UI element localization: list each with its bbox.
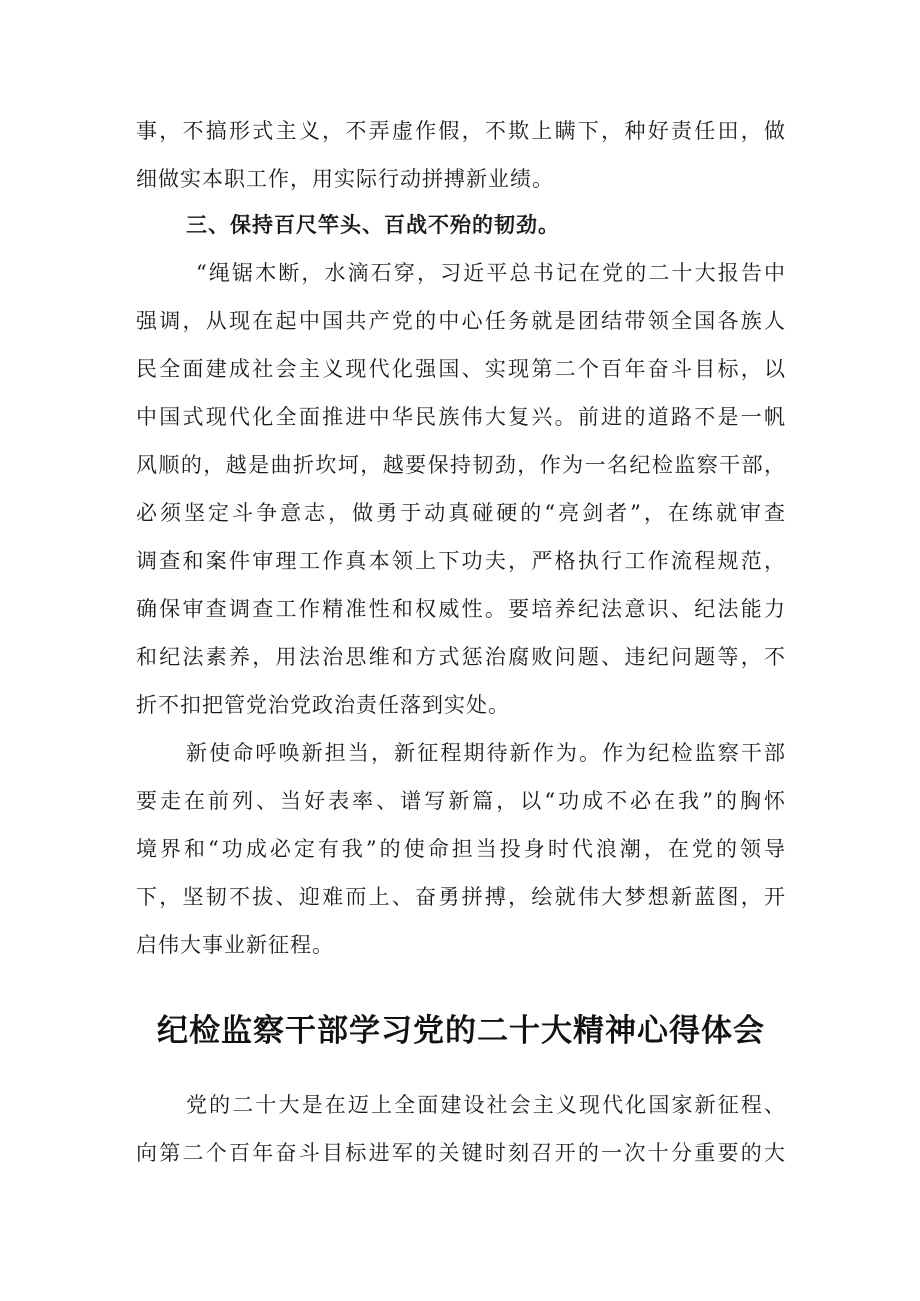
body-text-line: 风顺的，越是曲折坎坷，越要保持韧劲，作为一名纪检监察干部， — [136, 453, 786, 477]
body-text-line: 事，不搞形式主义，不弄虚作假，不欺上瞒下，种好责任田，做 — [136, 119, 786, 143]
body-text-line: 党的二十大是在迈上全面建设社会主义现代化国家新征程、 — [186, 1093, 786, 1117]
body-text-line: 向第二个百年奋斗目标进军的关键时刻召开的一次十分重要的大 — [136, 1141, 786, 1165]
body-text-line: 和纪法素养，用法治思维和方式惩治腐败问题、违纪问题等，不 — [136, 645, 786, 669]
body-text-line: “绳锯木断，水滴石穿，习近平总书记在党的二十大报告中 — [196, 261, 786, 285]
body-text-line: 启伟大事业新征程。 — [136, 933, 334, 957]
body-text-line: 中国式现代化全面推进中华民族伟大复兴。前进的道路不是一帆 — [136, 405, 786, 429]
body-text-line: 民全面建成社会主义现代化强国、实现第二个百年奋斗目标，以 — [136, 357, 786, 381]
body-text-line: 境界和“功成必定有我”的使命担当投身时代浪潮，在党的领导 — [136, 837, 786, 861]
body-text-line: 调查和案件审理工作真本领上下功夫，严格执行工作流程规范， — [136, 549, 786, 573]
body-text-line: 新使命呼唤新担当，新征程期待新作为。作为纪检监察干部 — [186, 741, 786, 765]
body-text-line: 下，坚韧不拔、迎难而上、奋勇拼搏，绘就伟大梦想新蓝图，开 — [136, 885, 786, 909]
article-title: 纪检监察干部学习党的二十大精神心得体会 — [157, 1013, 765, 1049]
body-text-line: 要走在前列、当好表率、谱写新篇，以“功成不必在我”的胸怀 — [136, 789, 786, 813]
body-text-line: 细做实本职工作，用实际行动拼搏新业绩。 — [136, 167, 554, 191]
body-text-line: 强调，从现在起中国共产党的中心任务就是团结带领全国各族人 — [136, 309, 786, 333]
body-text-line: 确保审查调查工作精准性和权威性。要培养纪法意识、纪法能力 — [136, 597, 786, 621]
section-heading: 三、保持百尺竿头、百战不殆的韧劲。 — [186, 213, 560, 237]
body-text-line: 折不扣把管党治党政治责任落到实处。 — [136, 693, 510, 717]
body-text-line: 必须坚定斗争意志，做勇于动真碰硬的“亮剑者”，在练就审查 — [136, 501, 786, 525]
